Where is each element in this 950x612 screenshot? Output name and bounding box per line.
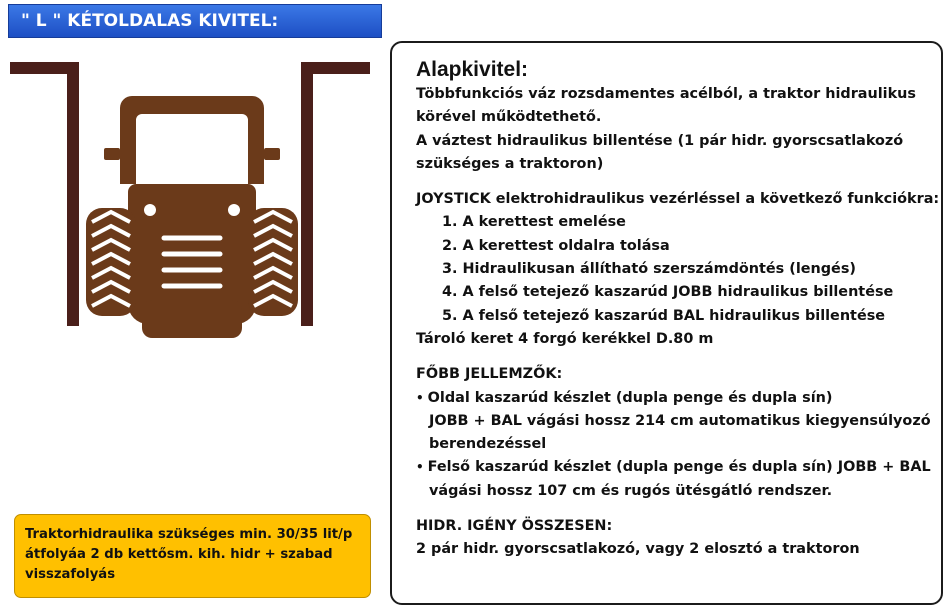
specification-panel bbox=[390, 41, 943, 605]
side-frame-icon bbox=[301, 62, 370, 326]
joystick-title: JOYSTICK elektrohidraulikus vezérléssel a következő funkciókra: bbox=[416, 191, 940, 208]
intro-line: A váztest hidraulikus billentése (1 pár hidr. gyorscsatlakozó bbox=[416, 132, 904, 149]
bullet-icon: • bbox=[416, 460, 424, 475]
note-line: átfolyáa 2 db kettősm. kih. hidr + szabad bbox=[25, 547, 333, 562]
intro-line: körével működtethető. bbox=[416, 109, 602, 126]
intro-line: Többfunkciós váz rozsdamentes acélból, a traktor hidraulikus bbox=[416, 86, 916, 102]
storage-line: Tároló keret 4 forgó kerékkel D.80 m bbox=[416, 330, 714, 347]
joystick-item: 3. Hidraulikusan állítható szerszámdöntés (lengés) bbox=[442, 261, 856, 278]
features-title: FŐBB JELLEMZŐK: bbox=[416, 366, 563, 383]
feature-item bbox=[416, 387, 935, 410]
bullet-icon: • bbox=[416, 390, 424, 405]
feature-line: JOBB + BAL vágási hossz 214 cm automatikus kiegyensúlyozó bbox=[429, 412, 931, 429]
note-line: visszafolyás bbox=[25, 567, 116, 582]
title-banner bbox=[8, 4, 382, 38]
joystick-item: 1. A kerettest emelése bbox=[442, 214, 626, 231]
feature-line: Oldal kaszarúd készlet (dupla penge és dupla sín) bbox=[427, 389, 833, 406]
illustration-svg bbox=[8, 60, 374, 350]
illustration bbox=[8, 60, 374, 350]
hydraulic-line: 2 pár hidr. gyorscsatlakozó, vagy 2 elosztó a traktoron bbox=[416, 541, 860, 558]
note-line: Traktorhidraulika szükséges min. 30/35 lit/p bbox=[25, 527, 353, 542]
feature-item bbox=[416, 456, 935, 479]
hydraulic-title: HIDR. IGÉNY ÖSSZESEN: bbox=[416, 518, 613, 535]
panel-heading: Alapkivitel: bbox=[416, 58, 529, 81]
feature-line: vágási hossz 107 cm és rugós ütésgátló rendszer. bbox=[429, 482, 833, 499]
hydraulic-requirement-note bbox=[14, 514, 371, 598]
spacer bbox=[416, 351, 935, 363]
spacer bbox=[416, 503, 935, 515]
feature-line: Felső kaszarúd készlet (dupla penge és dupla sín) JOBB + BAL bbox=[427, 459, 931, 476]
joystick-item: 4. A felső tetejező kaszarúd JOBB hidraulikus billentése bbox=[442, 284, 894, 301]
joystick-item: 2. A kerettest oldalra tolása bbox=[442, 237, 670, 254]
spacer bbox=[416, 176, 935, 188]
side-frame-icon bbox=[10, 62, 79, 326]
page-title: " L " KÉTOLDALAS KIVITEL: bbox=[21, 11, 279, 31]
intro-line: szükséges a traktoron) bbox=[416, 155, 604, 172]
feature-line: berendezéssel bbox=[429, 436, 547, 453]
joystick-item: 5. A felső tetejező kaszarúd BAL hidraulikus billentése bbox=[442, 307, 886, 324]
